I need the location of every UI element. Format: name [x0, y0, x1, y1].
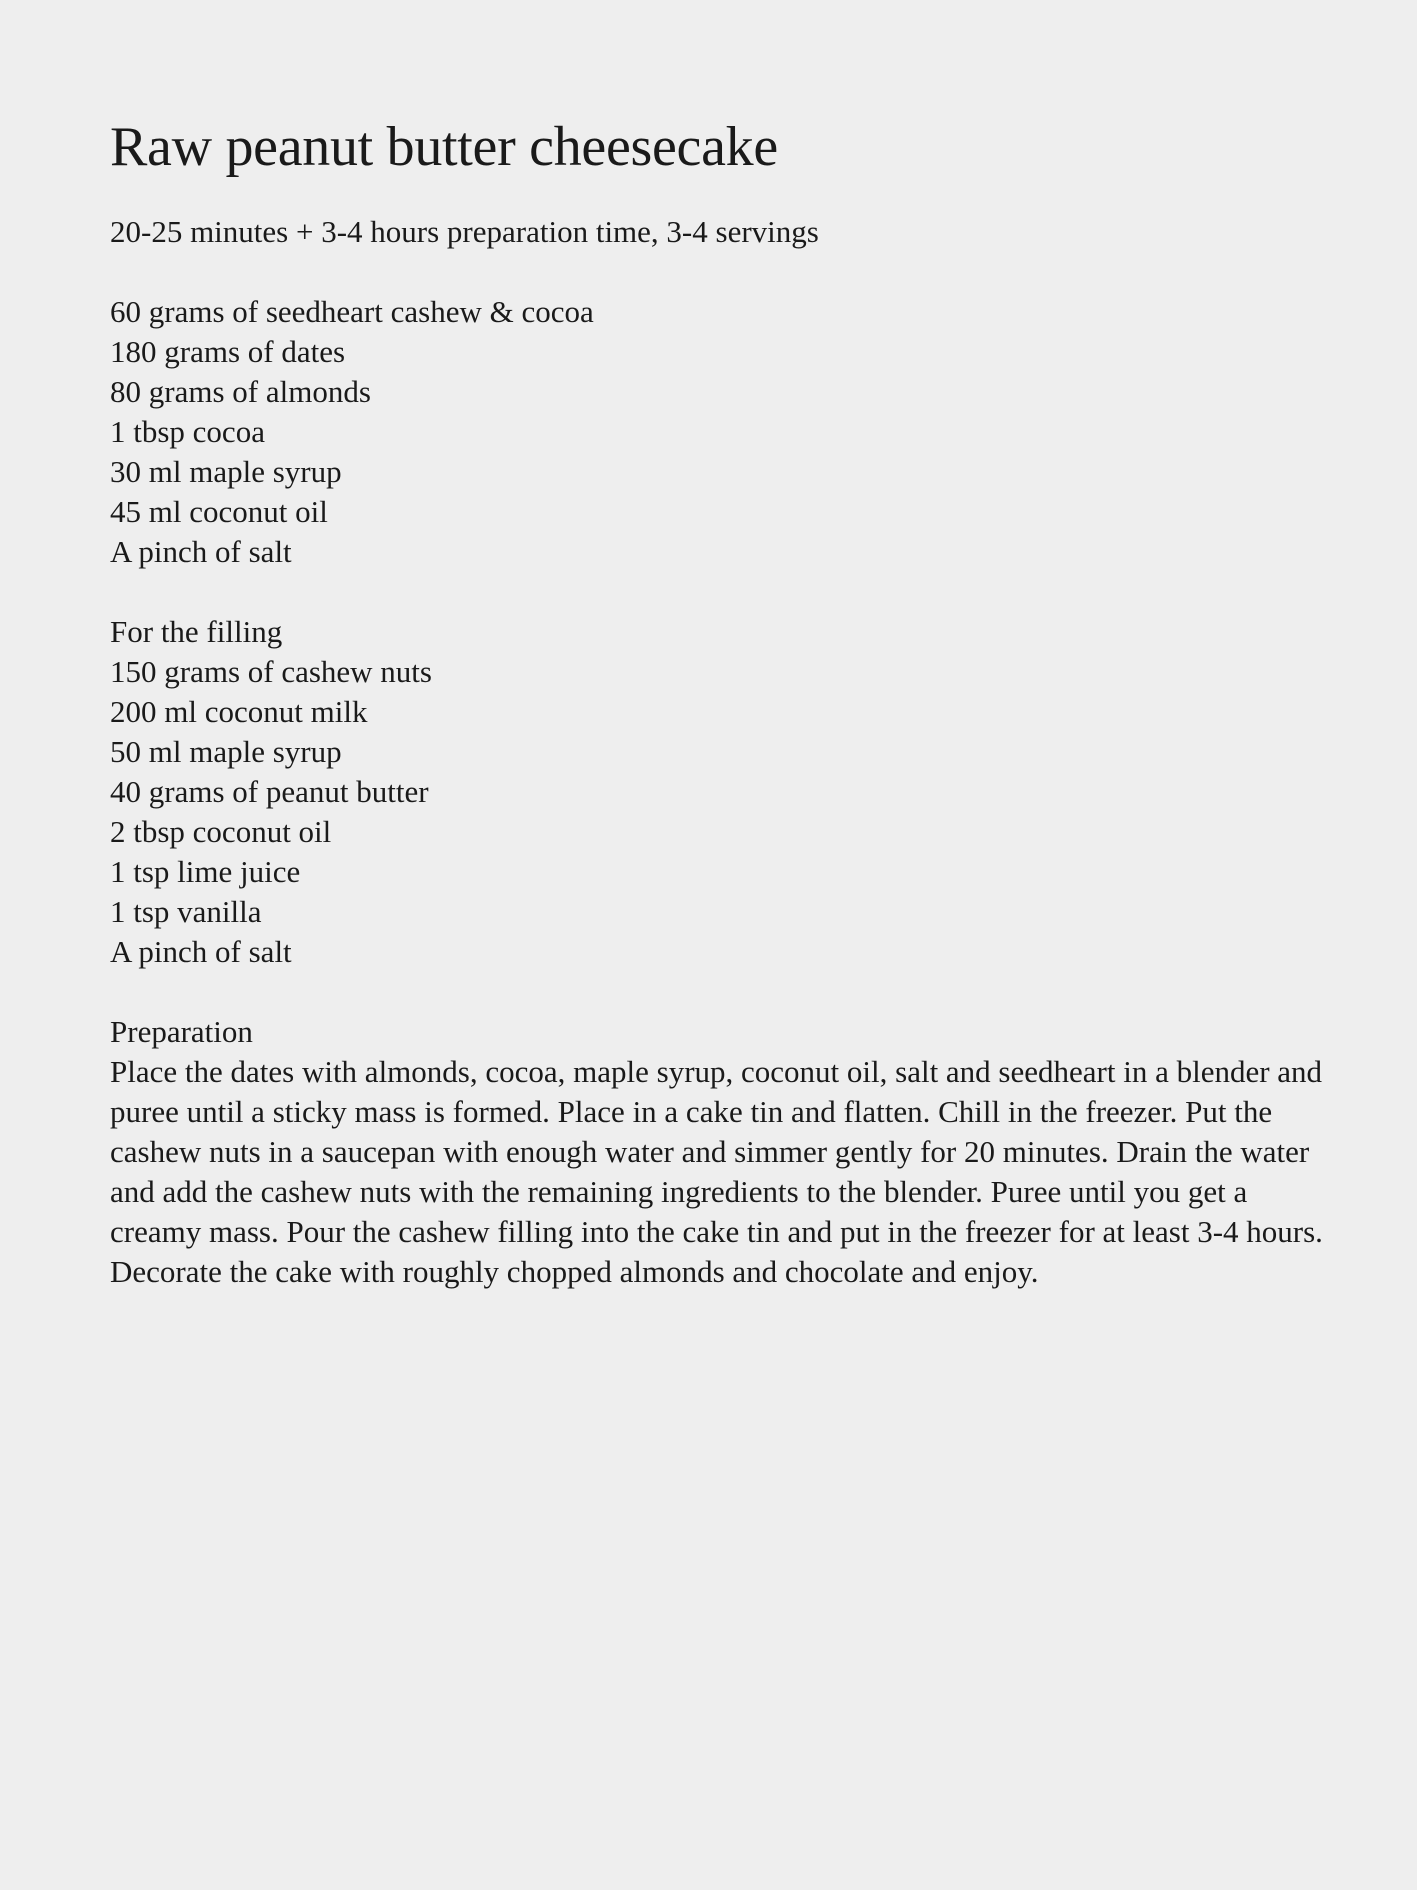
ingredient-item: 30 ml maple syrup: [110, 454, 342, 489]
ingredient-item: 40 grams of peanut butter: [110, 774, 429, 809]
ingredient-item: 150 grams of cashew nuts: [110, 654, 432, 689]
ingredient-item: 180 grams of dates: [110, 334, 346, 369]
ingredient-item: A pinch of salt: [110, 934, 292, 969]
ingredient-item: 2 tbsp coconut oil: [110, 814, 332, 849]
ingredient-item: 45 ml coconut oil: [110, 494, 328, 529]
ingredient-item: 50 ml maple syrup: [110, 734, 342, 769]
recipe-meta: 20-25 minutes + 3-4 hours preparation time, 3-4 servings: [110, 214, 819, 249]
ingredient-item: 80 grams of almonds: [110, 374, 371, 409]
filling-ingredient-list: [110, 652, 1327, 972]
ingredient-item: 1 tsp lime juice: [110, 854, 301, 889]
base-ingredient-list: [110, 292, 1327, 572]
ingredient-item: 200 ml coconut milk: [110, 694, 368, 729]
filling-heading: For the filling: [110, 614, 283, 649]
preparation-heading: Preparation: [110, 1014, 253, 1049]
preparation-text: Place the dates with almonds, cocoa, maple syrup, coconut oil, salt and seedheart in a blender and puree until a sticky mass is formed. Place in a cake tin and flatten. Chill in the freezer. Put the cashew nuts in a saucepan with enough water and simmer gently for 20 minutes. Drain the water and add the cashew nuts with the remaining ingredients to the blender. Puree until you get a creamy mass. Pour the cashew filling into the cake tin and put in the freezer for at least 3-4 hours. Decorate the cake with roughly chopped almonds and chocolate and enjoy.: [110, 1054, 1323, 1289]
recipe-title: Raw peanut butter cheesecake: [110, 116, 778, 178]
ingredient-item: 1 tbsp cocoa: [110, 414, 265, 449]
ingredient-item: 1 tsp vanilla: [110, 894, 262, 929]
ingredient-item: 60 grams of seedheart cashew & cocoa: [110, 294, 594, 329]
ingredient-item: A pinch of salt: [110, 534, 292, 569]
